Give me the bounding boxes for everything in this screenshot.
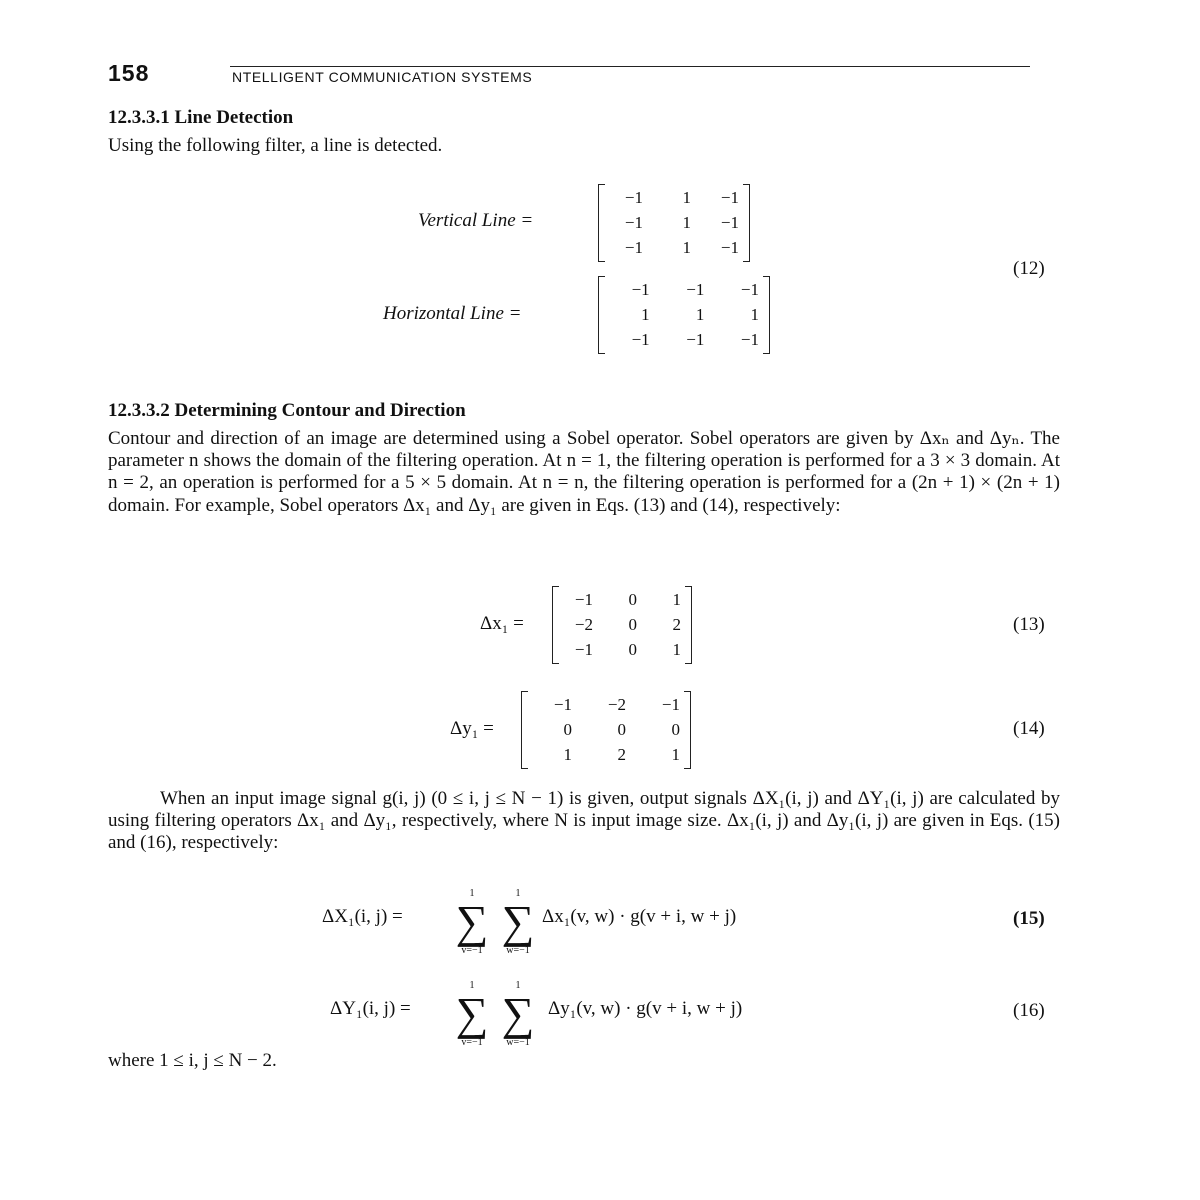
sigma-icon: ∑ xyxy=(455,896,489,947)
sigma-icon: ∑ xyxy=(455,988,489,1039)
section-heading-line-detection: 12.3.3.1 Line Detection xyxy=(108,107,294,128)
matrix-cell: 1 xyxy=(672,589,681,609)
matrix-cell: −2 xyxy=(574,614,593,634)
matrix-cell: −1 xyxy=(661,694,680,714)
page-number: 158 xyxy=(108,60,150,86)
intro-text: Using the following filter, a line is detected. xyxy=(108,135,443,156)
matrix-cell: 1 xyxy=(750,304,759,324)
matrix-cell: 1 xyxy=(695,304,705,324)
sum-upper: 1 xyxy=(469,888,475,899)
sobel-y-matrix xyxy=(521,692,691,768)
matrix-cell: −2 xyxy=(607,694,626,714)
sum-lower: w=−1 xyxy=(506,945,530,956)
matrix-cell: 0 xyxy=(628,614,637,634)
sigma-icon: ∑ xyxy=(501,988,535,1039)
matrix-cell: 1 xyxy=(641,304,650,324)
sigma-icon: ∑ xyxy=(501,896,535,947)
horizontal-line-matrix xyxy=(598,277,770,353)
matrix-cell: −1 xyxy=(631,330,650,350)
sum-lower: w=−1 xyxy=(506,1037,530,1048)
matrix-cell: −1 xyxy=(740,279,759,299)
equation-number-13: (13) xyxy=(1013,614,1045,635)
matrix-cell: 1 xyxy=(671,745,680,765)
matrix-cell: −1 xyxy=(553,694,572,714)
eq15-lhs: ΔX₁(i, j) = xyxy=(322,906,403,927)
equation-number-12: (12) xyxy=(1013,258,1045,279)
matrix-cell: 1 xyxy=(682,238,691,258)
matrix-cell: 0 xyxy=(628,589,637,609)
sum-lower: v=−1 xyxy=(461,1037,483,1048)
matrix-cell: −1 xyxy=(624,238,643,258)
matrix-cell: 0 xyxy=(671,719,680,739)
section-heading-contour-direction: 12.3.3.2 Determining Contour and Direction xyxy=(108,400,466,421)
matrix-cell: −1 xyxy=(720,212,739,232)
matrix-cell: 0 xyxy=(563,719,572,739)
matrix-cell: −1 xyxy=(574,589,593,609)
matrix-cell: 0 xyxy=(628,640,637,660)
closing-text: where 1 ≤ i, j ≤ N − 2. xyxy=(108,1050,277,1071)
matrix-cell: −1 xyxy=(740,330,759,350)
sum-upper: 1 xyxy=(515,888,521,899)
matrix-cell: −1 xyxy=(624,187,643,207)
equation-number-15: (15) xyxy=(1013,908,1045,929)
matrix-cell: 2 xyxy=(617,745,626,765)
matrix-cell: −1 xyxy=(720,238,739,258)
eq15-rhs: Δx₁(v, w) · g(v + i, w + j) xyxy=(542,906,737,927)
matrix-cell: 0 xyxy=(617,719,626,739)
sum-lower: v=−1 xyxy=(461,945,483,956)
contour-paragraph-text: Contour and direction of an image are determined using a Sobel operator. Sobel operators are given by Δxₙ and Δyₙ. The parameter n shows the domain of the filtering operation. At n = 1, the filtering operation is performed for a 3 × 3 domain. At n = 2, an operation is performed for a 5 × 5 domain. At n = n, the filtering operation is performed for a (2n + 1) × (2n + 1) domain. For example, Sobel operators Δx₁ and Δy₁ are given in Eqs. (13) and (14), respectively: xyxy=(108,428,1060,516)
sum-upper: 1 xyxy=(515,980,521,991)
sobel-x-matrix xyxy=(552,587,692,663)
eq16-sum-v xyxy=(450,980,494,1048)
signal-paragraph xyxy=(108,788,1060,855)
eq16-rhs: Δy₁(v, w) · g(v + i, w + j) xyxy=(548,998,743,1019)
contour-paragraph xyxy=(108,428,1060,517)
header-rule xyxy=(230,66,1030,67)
matrix-cell: −1 xyxy=(686,279,705,299)
horizontal-line-label: Horizontal Line = xyxy=(383,303,522,324)
eq16-sum-w xyxy=(496,980,540,1048)
matrix-cell: −1 xyxy=(624,212,643,232)
eq15-sum-w xyxy=(496,888,540,956)
matrix-cell: −1 xyxy=(720,187,739,207)
matrix-cell: 1 xyxy=(682,212,691,232)
equation-number-16: (16) xyxy=(1013,1000,1045,1021)
matrix-cell: −1 xyxy=(686,330,705,350)
matrix-cell: −1 xyxy=(574,640,593,660)
eq15-sum-v xyxy=(450,888,494,956)
vertical-line-label: Vertical Line = xyxy=(418,210,534,231)
matrix-cell: 2 xyxy=(672,614,681,634)
matrix-cell: 1 xyxy=(682,187,691,207)
matrix-cell: 1 xyxy=(563,745,572,765)
sum-upper: 1 xyxy=(469,980,475,991)
signal-paragraph-text: When an input image signal g(i, j) (0 ≤ i, j ≤ N − 1) is given, output signals ΔX₁(i, j) and ΔY₁(i, j) are calculated by using filtering operators Δx₁ and Δy₁, respectively, where N is input image size. Δx₁(i, j) and Δy₁(i, j) are given in Eqs. (15) and (16), respectively: xyxy=(108,788,1060,854)
eq14-label: Δy₁ = xyxy=(450,718,494,739)
matrix-cell: −1 xyxy=(631,279,650,299)
eq13-label: Δx₁ = xyxy=(480,613,524,634)
equation-number-14: (14) xyxy=(1013,718,1045,739)
eq16-lhs: ΔY₁(i, j) = xyxy=(330,998,411,1019)
matrix-cell: 1 xyxy=(672,640,681,660)
running-title: NTELLIGENT COMMUNICATION SYSTEMS xyxy=(232,69,533,85)
vertical-line-matrix xyxy=(598,185,750,261)
